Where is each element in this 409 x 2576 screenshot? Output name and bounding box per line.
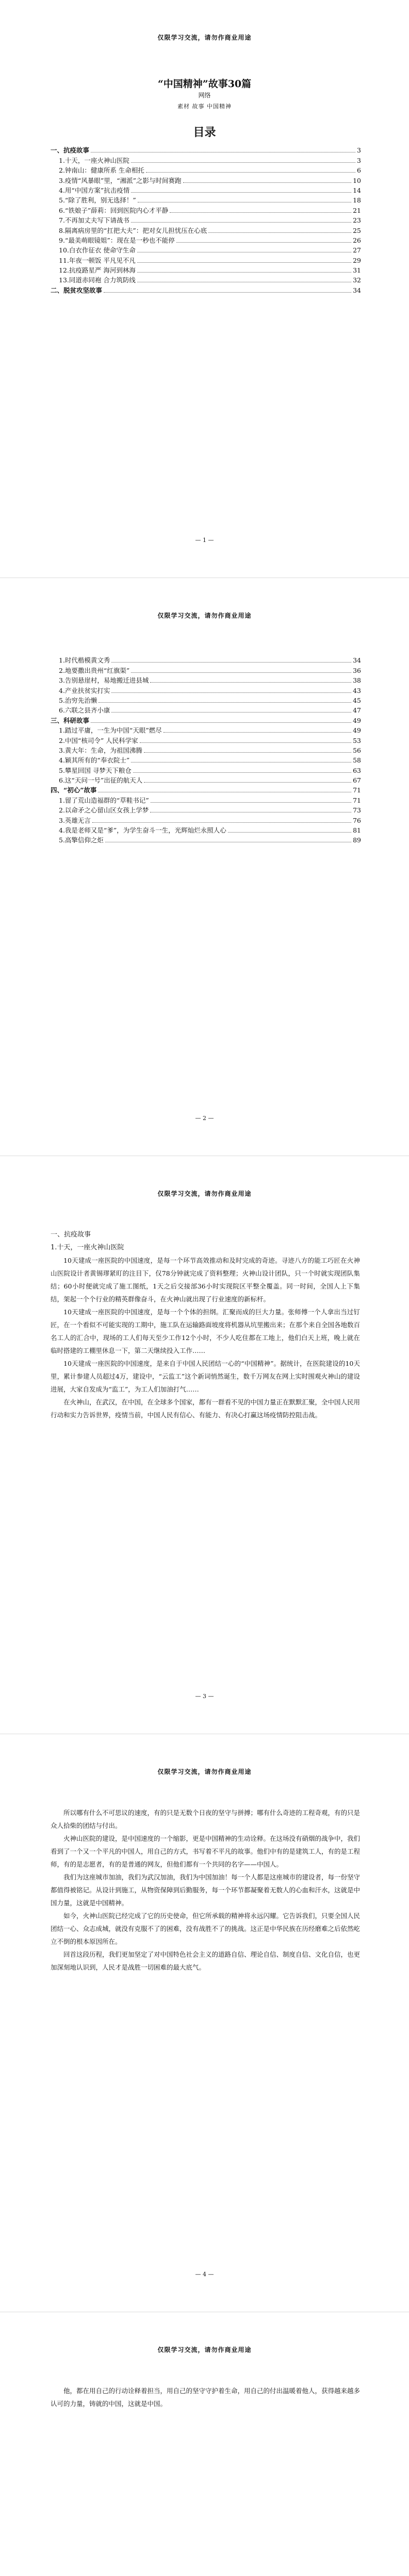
- toc-entry-page: 43: [353, 686, 361, 694]
- toc-entry-page: 25: [353, 226, 361, 234]
- toc-leader-dots: [144, 752, 351, 753]
- document-page-2: [0, 578, 409, 1156]
- document-page-1: [0, 0, 409, 578]
- toc-leader-dots: [131, 162, 355, 163]
- toc-entry-page: 73: [353, 806, 361, 815]
- toc-entry-label: 4.用“中国方案”抗击疫情: [59, 186, 130, 194]
- toc-entry-label: 4.产业扶贫实打实: [59, 686, 110, 694]
- toc-entry-label: 2.以命矛之心留山区女孩上学梦: [59, 806, 149, 815]
- toc-leader-dots: [104, 292, 351, 293]
- toc-entry-page: 34: [353, 286, 361, 294]
- toc-leader-dots: [92, 822, 351, 823]
- toc-entry[interactable]: [51, 815, 361, 825]
- toc-leader-dots: [111, 712, 351, 713]
- toc-entry-page: 6: [357, 166, 361, 175]
- toc-entry-page: 49: [353, 716, 361, 724]
- toc-entry[interactable]: [51, 696, 361, 705]
- toc-entry-label: 6.这“天问一号”出征的航天人: [59, 776, 143, 785]
- toc-entry-page: 10: [353, 176, 361, 184]
- toc-leader-dots: [150, 682, 351, 683]
- paragraph: 10天建成一座医院的中国速度，是每一个个体的担纲。汇聚而成的巨大力量。张师傅一个人拿出当过钉匠，在一个看似不可能实现的工期中，施工队在运输路面坡度将机器从坑里搬出来；在那个来自全国各地数百名工人的汇合中，现场的工人们每天至少工作12个小时，不少人吃住都在工地上，他们白天上班，晚上就在临时搭建的工棚里休息一下，第二天继续投入工作……: [51, 1308, 361, 1354]
- toc-entry-label: 3.黄大年：生命，为祖国沸腾: [59, 746, 142, 754]
- toc-entry-page: 29: [353, 256, 361, 264]
- toc-leader-dots: [228, 832, 351, 833]
- toc-entry[interactable]: [51, 785, 361, 795]
- toc-entry[interactable]: [51, 775, 361, 785]
- toc-entry-page: 27: [353, 246, 361, 255]
- toc-entry-page: 71: [353, 796, 361, 804]
- toc-entry[interactable]: [51, 155, 361, 165]
- paragraph: 我们为这座城市加油，我们为武汉加油，我们为中国加油！每一个人都是这座城市的建设者，每一份坚守都值得被铭记。从设计到施工，从物资保障到后勤服务，每一个环节都凝聚着无数人的心血和汗水，这就是中国力量，这就是中国精神。: [51, 1873, 361, 1907]
- toc-leader-dots: [137, 272, 351, 273]
- toc-entry[interactable]: [51, 795, 361, 805]
- toc-entry-label: 1.留了荒山造福群的“草鞋书记”: [59, 796, 149, 804]
- toc-entry[interactable]: [51, 715, 361, 725]
- document-author: 网络: [198, 92, 211, 99]
- toc-entry-page: 45: [353, 696, 361, 704]
- toc-entry[interactable]: [51, 225, 361, 235]
- paragraph: 10天建成一座医院的中国速度，是来自于中国人民团结一心的“中国精神”。据统计，在医院建设的10天里，累计参建人员超过4万，建设中，“云监工”这个新词悄然诞生，数千万网友在网上实时围观火神山的建设进展，大家自发成为“监工”，为工人们加油打气……: [51, 1360, 360, 1393]
- page-number: — 3 —: [195, 1693, 214, 1700]
- toc-entry-page: 89: [353, 836, 361, 844]
- toc-entry-label: 四、“初心”故事: [51, 786, 97, 794]
- body-content: [51, 1228, 360, 1421]
- document-page-3: [0, 1156, 409, 1734]
- toc-entry-page: 81: [353, 826, 361, 835]
- toc-leader-dots: [183, 182, 352, 183]
- toc-entry-page: 23: [353, 216, 361, 225]
- page-number: — 1 —: [195, 537, 214, 544]
- toc-leader-dots: [146, 172, 355, 173]
- toc-leader-dots: [176, 242, 351, 243]
- toc-leader-dots: [163, 732, 351, 733]
- toc-leader-dots: [140, 742, 351, 743]
- toc-entry-label: 5.治穷先治懒: [59, 696, 97, 704]
- toc-entry-label: 4.颖其所有的“奉衣院士”: [59, 756, 130, 765]
- toc-entry[interactable]: [51, 175, 361, 185]
- paragraph: 在火神山，在武汉，在中国，在全球多个国家，都有一群看不见的中国力量正在默默汇聚，全中国人民用行动和实力告诉世界，疫情当前，中国人民有信心、有能力、有决心打赢这场疫情防控阻击战。: [51, 1398, 361, 1419]
- toc-entry-page: 67: [353, 776, 361, 785]
- toc-entry-label: 1.时代楷模黄文秀: [59, 656, 110, 665]
- body-content: [51, 1806, 360, 1974]
- toc-entry[interactable]: [51, 665, 361, 675]
- body-content: [51, 2384, 360, 2410]
- toc-entry-page: 58: [353, 756, 361, 765]
- toc-entry[interactable]: [51, 145, 361, 155]
- toc-leader-dots: [133, 772, 351, 773]
- toc-entry-label: 12.抗疫路星严 海河到林海: [59, 266, 136, 275]
- page-header: 仅限学习交流，请勿作商业用途: [157, 1190, 252, 1197]
- toc-entry-label: 10.白衣作征衣 使命守生命: [59, 246, 136, 255]
- document-page-4: [0, 1734, 409, 2312]
- toc-heading: 目录: [193, 126, 216, 139]
- paragraph: 他，都在用自己的行动诠释着担当，用自己的坚守守护着生命，用自己的付出温暖着他人，获得越来越多认可的力量，铸就的中国，这就是中国。: [51, 2387, 361, 2408]
- toc-entry-label: 3.告别悬崖村，易地搬迁进县城: [59, 676, 149, 685]
- toc-entry[interactable]: [51, 805, 361, 815]
- toc-entry-page: 47: [353, 706, 361, 715]
- toc-entry-page: 71: [353, 786, 361, 794]
- toc-leader-dots: [137, 262, 351, 263]
- toc-entry-label: 9.“最美萌眼镜姐”：现在是一秒也不能停: [59, 236, 175, 244]
- toc-entry[interactable]: [51, 825, 361, 835]
- toc-leader-dots: [208, 232, 351, 233]
- table-of-contents-continued: [51, 655, 361, 845]
- toc-entry[interactable]: [51, 685, 361, 695]
- toc-entry[interactable]: [51, 255, 361, 265]
- toc-entry-page: 56: [353, 746, 361, 754]
- toc-entry-page: 18: [353, 196, 361, 205]
- toc-leader-dots: [99, 702, 351, 703]
- toc-entry-label: 3.英雄无言: [59, 816, 91, 824]
- toc-entry[interactable]: [51, 705, 361, 715]
- toc-entry-label: 一、抗疫故事: [51, 146, 90, 155]
- toc-leader-dots: [131, 672, 351, 673]
- toc-entry-page: 3: [357, 156, 361, 164]
- paragraph: 火神山医院的建设，是中国速度的一个缩影，更是中国精神的生动诠释。在这场没有硝烟的战争中，我们看到了一个又一个平凡的中国人，用自己的方式，书写着不平凡的故事。他们中有的是建筑工人，有的是工程师，有的是志愿者，有的是普通的网友，但他们都有一个共同的名字——中国人。: [51, 1835, 361, 1868]
- toc-leader-dots: [131, 222, 351, 223]
- toc-entry-page: 31: [353, 266, 361, 275]
- page-header: 仅限学习交流，请勿作商业用途: [157, 2346, 252, 2353]
- toc-entry-label: 13.同道赤同袍 合力筑防线: [59, 276, 136, 284]
- toc-entry[interactable]: [51, 655, 361, 665]
- toc-entry-label: 11.年夜一顿饭 平凡见不凡: [59, 256, 136, 264]
- toc-entry-label: 二、脱贫攻坚故事: [51, 286, 103, 294]
- toc-entry-page: 32: [353, 276, 361, 284]
- toc-entry-page: 38: [353, 676, 361, 685]
- toc-leader-dots: [91, 722, 351, 723]
- toc-entry[interactable]: [51, 165, 361, 175]
- toc-leader-dots: [151, 802, 351, 803]
- toc-entry-label: 8.隔离病房里的“扛把大夫”：把对女儿担忧压在心底: [59, 226, 207, 234]
- paragraph: 10天建成一座医院的中国速度，是每一个环节高效推动和及时完成的奇迹。寻迹八方的能工巧匠在火神山医院设计者黄锡璆紧盯的注目下，仅78分钟就完成了资料整理；火神山设计团队，只一个时就实现团队集结；60小时便就完成了施工图纸，1天之后交接部36小时实现院区平整全覆盖。同一时间，全国人上下集结，架起一个个行业的精英群像奋斗，在火神山就出现了行业速度的新标杆。: [51, 1257, 360, 1303]
- toc-entry[interactable]: [51, 185, 361, 195]
- toc-entry-page: 36: [353, 666, 361, 674]
- page-header: 仅限学习交流，请勿作商业用途: [157, 34, 252, 41]
- toc-entry-label: 4.我是老师又是“爹”，为学生奋斗一生，光辉灿烂永照人心: [59, 826, 226, 835]
- page-number: — 2 —: [195, 1115, 214, 1122]
- toc-entry[interactable]: [51, 675, 361, 685]
- toc-entry-label: 5.攀星回国 寻梦天下粮仓: [59, 766, 132, 774]
- toc-entry-label: 7.不再加丈夫写下请战书: [59, 216, 129, 225]
- toc-entry-label: 3.疫情“风暴眼”里，“湘派”之影与时间赛跑: [59, 176, 182, 184]
- toc-entry[interactable]: [51, 205, 361, 215]
- toc-entry[interactable]: [51, 275, 361, 285]
- toc-entry[interactable]: [51, 725, 361, 735]
- document-title: “中国精神”故事30篇: [157, 78, 252, 90]
- toc-entry-page: 26: [353, 236, 361, 244]
- story-heading: 1.十天，一座火神山医院: [51, 1244, 124, 1251]
- paragraph: 所以哪有什么不可思议的速度，有的只是无数个日夜的坚守与拼搏；哪有什么奇迹的工程奇观，有的只是众人拾柴的团结与付出。: [51, 1809, 361, 1829]
- toc-entry-label: 三、科研故事: [51, 716, 90, 724]
- paragraph: 回首这段历程，我们更加坚定了对中国特色社会主义的道路自信、理论自信、制度自信、文化自信，也更加深刻地认识到，人民才是战胜一切困难的最大底气。: [51, 1951, 361, 1971]
- toc-entry[interactable]: [51, 265, 361, 275]
- toc-entry-label: 6.六联之县齐小康: [59, 706, 110, 715]
- toc-entry-label: 2.地要撒出贵州“红旗渠”: [59, 666, 130, 674]
- toc-entry-page: 63: [353, 766, 361, 774]
- page-header: 仅限学习交流，请勿作商业用途: [157, 612, 252, 619]
- toc-leader-dots: [170, 212, 351, 213]
- toc-entry-label: 2.中国“核司令” 人民科学家: [59, 736, 138, 744]
- toc-entry-page: 21: [353, 206, 361, 214]
- toc-entry[interactable]: [51, 745, 361, 755]
- page-number: — 4 —: [195, 2271, 214, 2278]
- toc-entry-page: 3: [357, 146, 361, 155]
- toc-entry[interactable]: [51, 195, 361, 205]
- toc-entry[interactable]: [51, 835, 361, 845]
- section-heading: 一、抗疫故事: [51, 1231, 91, 1239]
- toc-entry-page: 14: [353, 186, 361, 194]
- toc-entry-page: 76: [353, 816, 361, 824]
- toc-entry[interactable]: [51, 245, 361, 255]
- toc-entry-page: 34: [353, 656, 361, 665]
- toc-entry[interactable]: [51, 765, 361, 775]
- toc-leader-dots: [111, 692, 351, 693]
- toc-entry-label: 5.“除了胜利，别无选择！”: [59, 196, 136, 205]
- toc-entry-label: 6.“铁娘子”薛莉：回到医院内心才平静: [59, 206, 169, 214]
- toc-entry-label: 1.踏过平庸，一生为中国“天眼”燃尽: [59, 726, 162, 735]
- toc-entry[interactable]: [51, 235, 361, 245]
- toc-entry-label: 5.高擎信仰之炬: [59, 836, 104, 844]
- paragraph: 如今，火神山医院已经完成了它的历史使命，但它所承载的精神将永远闪耀。它告诉我们，只要全国人民团结一心、众志成城，就没有克服不了的困难，没有战胜不了的挑战。这正是中华民族在历经磨难之后依然屹立不倒的根本原因所在。: [51, 1912, 361, 1945]
- toc-entry[interactable]: [51, 215, 361, 225]
- toc-leader-dots: [111, 662, 351, 663]
- document-page-5: [0, 2312, 409, 2576]
- toc-entry-label: 1.十天，一座火神山医院: [59, 156, 129, 164]
- toc-entry-label: 2.钟南山：健康所系 生命相托: [59, 166, 144, 175]
- page-header: 仅限学习交流，请勿作商业用途: [157, 1768, 252, 1775]
- toc-leader-dots: [144, 782, 351, 783]
- document-tags: 素材 故事 中国精神: [177, 103, 232, 110]
- toc-leader-dots: [131, 192, 351, 193]
- toc-entry[interactable]: [51, 755, 361, 765]
- toc-entry[interactable]: [51, 285, 361, 295]
- toc-entry-page: 49: [353, 726, 361, 735]
- toc-entry[interactable]: [51, 735, 361, 745]
- toc-entry-page: 53: [353, 736, 361, 744]
- table-of-contents: [51, 145, 361, 295]
